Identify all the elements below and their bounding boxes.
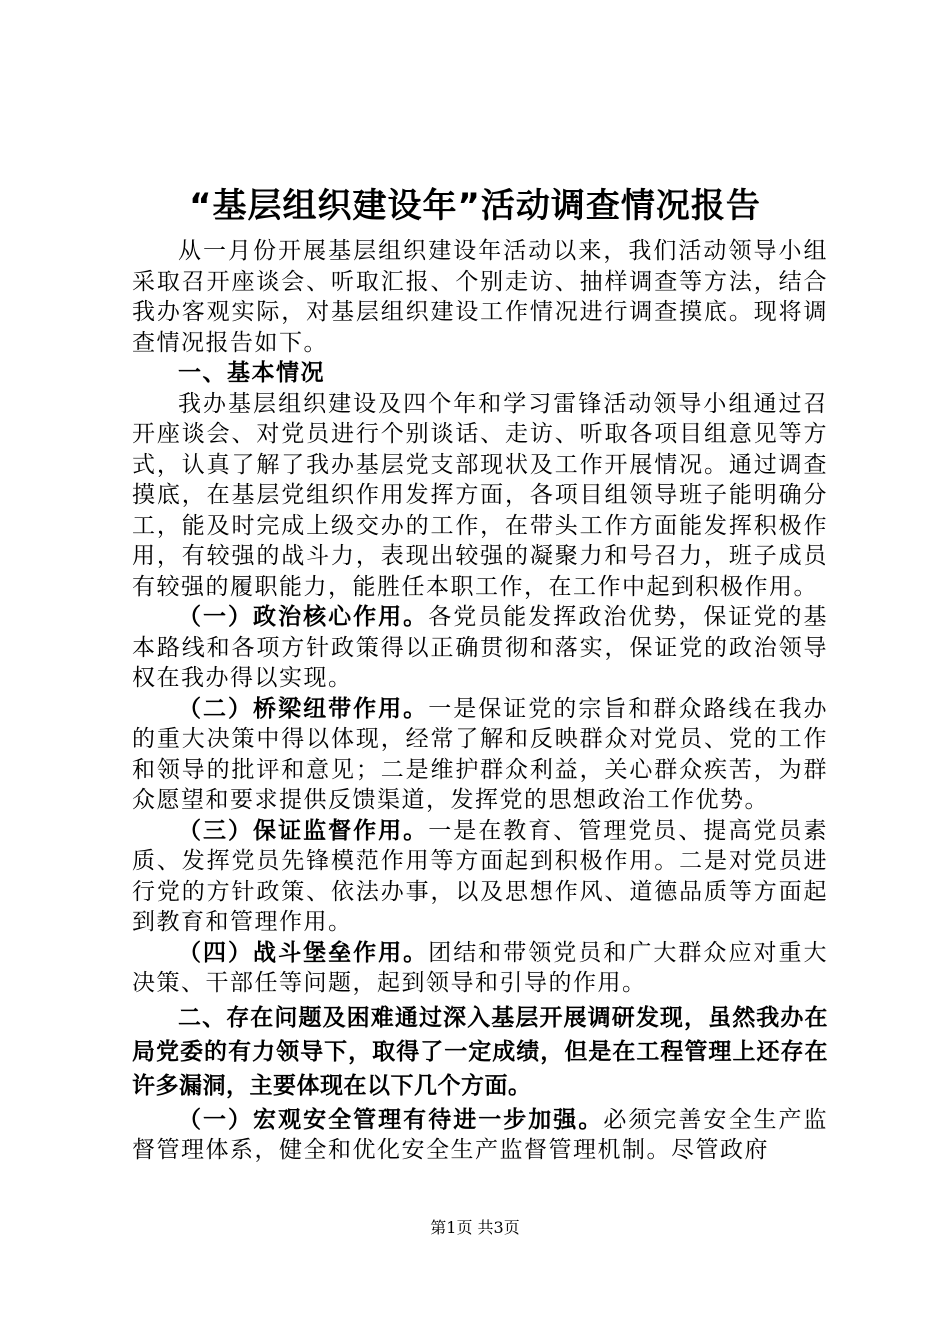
safety-management-paragraph [132, 1105, 828, 1166]
bridge-paragraph [132, 694, 828, 816]
paragraph-text: 必须完善安全生产监督管理体系，健全和优化安全生产监督管理机制。尽管政府 [132, 1106, 829, 1163]
paragraph-text: 一是在教育、管理党员、提高党员素质、发挥党员先锋模范作用等方面起到积极作用。二是对党员进行党的方针政策、依法办事，以及思想作风、道德品质等方面起到教育和管理作用。 [132, 817, 829, 935]
paragraph-lead: （四）战斗堡垒作用。 [178, 939, 429, 966]
paragraph-lead: （一）政治核心作用。 [178, 604, 429, 630]
page-footer: 第1页 共3页 [430, 1218, 520, 1237]
basic-situation-paragraph: 我办基层组织建设及四个年和学习雷锋活动领导小组通过召开座谈会、对党员进行个别谈话、走访、听取各项目组意见等方式，认真了解了我办基层党支部现状及工作开展情况。通过调查摸底，在基层党组织作用发挥方面，各项目组领导班子能明确分工，能及时完成上级交办的工作，在带头工作方面能发挥积极作用，有较强的战斗力，表现出较强的凝聚力和号召力，班子成员有较强的履职能力，能胜任本职工作，在工作中起到积极作用。 [132, 390, 828, 600]
fortress-paragraph [132, 938, 828, 999]
paragraph-text: 团结和带领党员和广大群众应对重大决策、干部任等问题，起到领导和引导的作用。 [132, 939, 829, 996]
paragraph-lead: （三）保证监督作用。 [178, 817, 429, 844]
political-core-paragraph [132, 602, 828, 694]
section-heading-problems: 二、存在问题及困难通过深入基层开展调研发现，虽然我办在局党委的有力领导下，取得了一定成绩，但是在工程管理上还存在许多漏洞，主要体现在以下几个方面。 [132, 1004, 828, 1099]
section-heading-basic: 一、基本情况 [178, 360, 325, 386]
paragraph-lead: （二）桥梁纽带作用。 [178, 695, 429, 722]
intro-paragraph: 从一月份开展基层组织建设年活动以来，我们活动领导小组采取召开座谈会、听取汇报、个别走访、抽样调查等方法，结合我办客观实际，对基层组织建设工作情况进行调查摸底。现将调查情况报告如下。 [132, 238, 828, 356]
paragraph-lead: （一）宏观安全管理有待进一步加强。 [178, 1106, 604, 1133]
paragraph-text: 各党员能发挥政治优势，保证党的基本路线和各项方针政策得以正确贯彻和落实，保证党的政治领导权在我办得以实现。 [132, 604, 829, 691]
paragraph-text: 一是保证党的宗旨和群众路线在我办的重大决策中得以体现，经常了解和反映群众对党员、党的工作和领导的批评和意见；二是维护群众利益，关心群众疾苦，为群众愿望和要求提供反馈渠道，发挥党的思想政治工作优势。 [132, 695, 829, 813]
supervision-paragraph [132, 816, 828, 938]
document-body [132, 236, 828, 1166]
document-title: “基层组织建设年”活动调查情况报告 [189, 186, 761, 226]
